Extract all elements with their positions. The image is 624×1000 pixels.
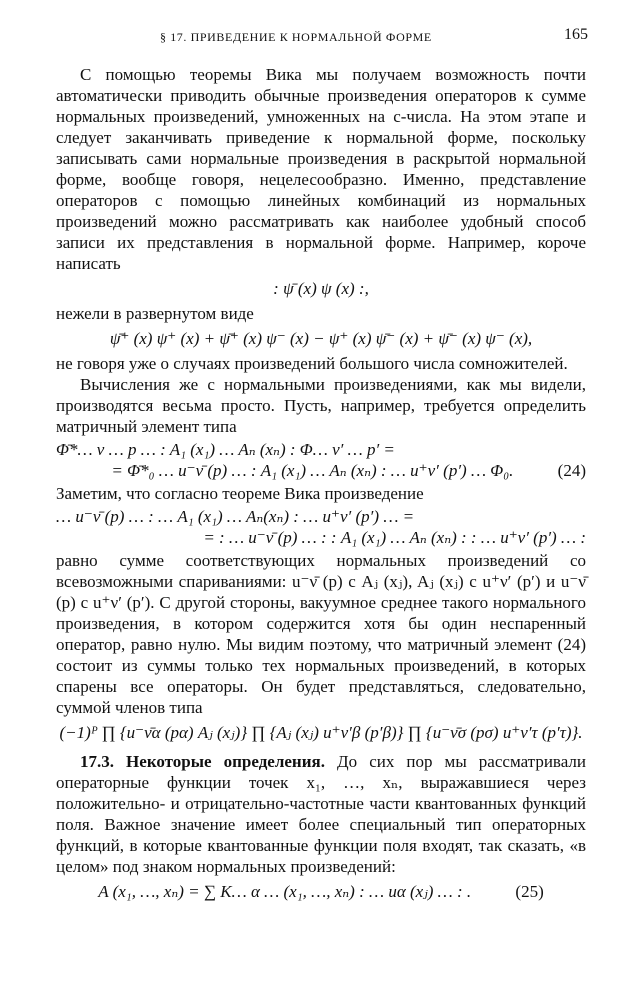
formula-wick-line1: … u⁻ν̄ (p) … : … A₁ (x₁) … Aₙ(xₙ) : … u⁺ν′ (p′) … = [56,507,415,526]
formula-normal-product: : ψ̄ (x) ψ (x) :, [273,279,369,298]
paragraph-7 [56,751,586,877]
paragraph-7-text: До сих пор мы рассматривали операторные функции точек x₁, …, xₙ, выражавшиеся через положительно- и отрицательно-частотные части квантованных функций поля. Важное значение имеет более специальный тип операторных функций, в которые квантованные функции поля входят, так сказать, «в целом» под знаком нормальных произведений: [56,752,586,876]
equation-number-25: (25) [515,882,544,901]
formula-operator-function [56,881,586,902]
formula-matrix-element-line2 [56,460,586,481]
page-body [56,64,586,906]
formula-matrix-element-line1: Φ̄*… ν … p … : A₁ (x₁) … Aₙ (xₙ) : Φ… ν′ … p′ = [56,440,395,459]
formula-operator-function-text: A (x₁, …, xₙ) = ∑ K… α … (x₁, …, xₙ) : … uα (xⱼ) … : . [98,882,472,901]
formula-wick-line2: = : … u⁻ν̄ (p) … : : A₁ (x₁) … Aₙ (xₙ) : : … u⁺ν′ (p′) … : [203,528,586,547]
equation-number-24: (24) [557,461,586,480]
paragraph-1: С помощью теоремы Вика мы получаем возможность почти автоматически приводить обычные произведения операторов к сумме нормальных произведений, умноженных на c-числа. На этом этапе и следует заканчивать приведение к нормальной форме, поскольку записывать сами нормальные произведения в раскрытой нормальной форме, вообще говоря, нецелесообразно. Именно, представление операторов с помощью линейных комбинаций из нормальных произведений можно рассматривать как наиболее удобный способ записи их представления в нормальной форме. Например, короче написать [56,65,586,273]
formula-expanded-form: ψ̄⁺ (x) ψ⁺ (x) + ψ̄⁺ (x) ψ⁻ (x) − ψ⁺ (x) ψ̄⁻ (x) + ψ̄⁻ (x) ψ⁻ (x), [109,329,533,348]
formula-matrix-element-rhs: = Φ̄*₀ … u⁻ν̄ (p) … : A₁ (x₁) … Aₙ (xₙ) : … u⁺ν′ (p′) … Φ₀. [111,461,514,480]
section-heading: 17.3. Некоторые определения. [80,752,325,771]
formula-pairings-product: (−1)ᴾ ∏ {u⁻ν̄α (pα) Aⱼ (xⱼ)} ∏ {Aⱼ (xⱼ) u⁺ν′β (p′β)} ∏ {u⁻ν̄σ (pσ) u⁺ν′τ (p′τ)}. [59,723,583,742]
paragraph-2: нежели в развернутом виде [56,304,254,323]
paragraph-6: равно сумме соответствующих нормальных произведений со всевозможными спариваниями: u⁻ν̄ (p) с Aⱼ (xⱼ), Aⱼ (xⱼ) с u⁺ν′ (p′) и u⁻ν̄ (p) с u⁺ν′ (p′). С другой стороны, вакуумное среднее такого нормального произведения, в котором содержится хотя бы один неспаренный оператор, равно нулю. Мы видим поэтому, что матричный элемент (24) состоит из суммы только тех нормальных произведений, в которых спарены все операторы. Он будет представляться, следовательно, суммой членов типа [56,551,586,717]
paragraph-5: Заметим, что согласно теореме Вика произведение [56,484,424,503]
paragraph-3: не говоря уже о случаях произведений большого числа сомножителей. [56,354,568,373]
paragraph-4: Вычисления же с нормальными произведениями, как мы видели, производятся весьма просто. Пусть, например, требуется определить матричный элемент типа [56,375,586,436]
page-number: 165 [564,26,588,43]
running-header: § 17. ПРИВЕДЕНИЕ К НОРМАЛЬНОЙ ФОРМЕ [160,30,432,44]
